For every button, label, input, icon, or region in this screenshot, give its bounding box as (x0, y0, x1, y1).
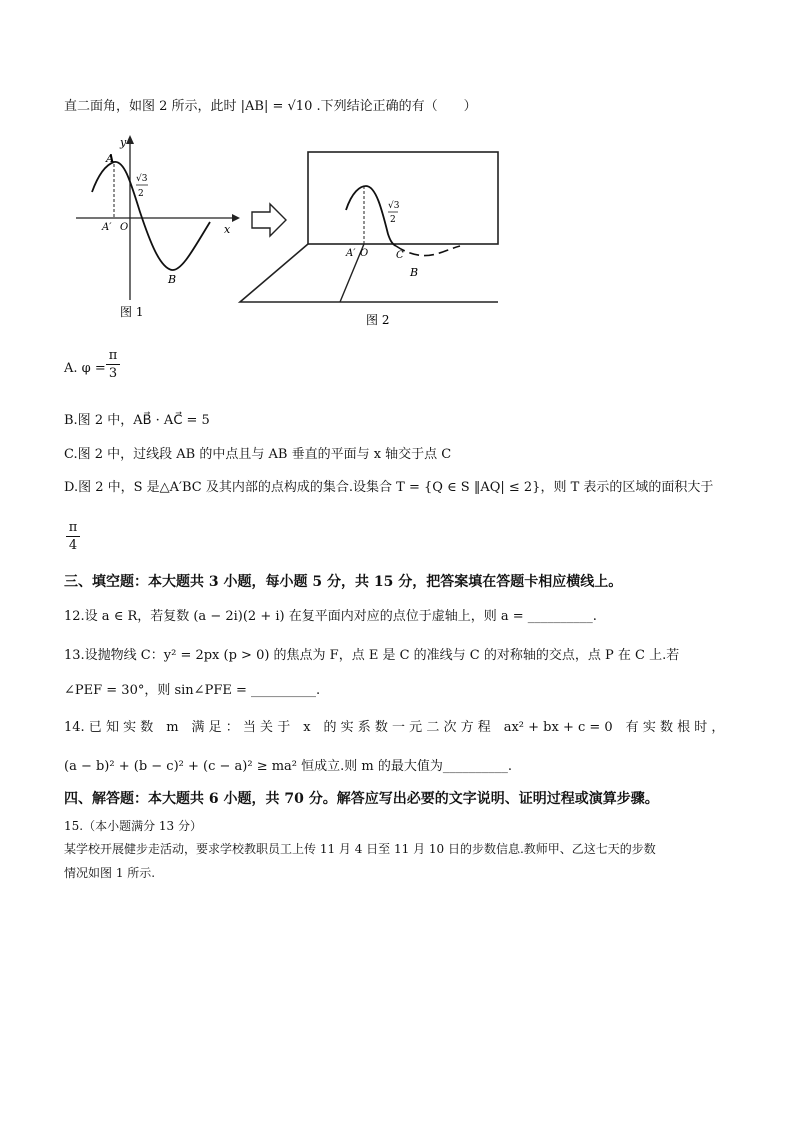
fig2-caption: 图 2 (366, 313, 390, 327)
fig1-caption: 图 1 (120, 305, 144, 319)
question-12: 12.设 a ∈ R，若复数 (a − 2i)(2 + i) 在复平面内对应的点位于虚轴上，则 a = __________. (64, 609, 597, 624)
option-b: B.图 2 中，AB⃗ · AC⃗ = 5 (64, 413, 210, 428)
option-d-fraction (66, 520, 80, 553)
question-15-line-1: 某学校开展健步走活动，要求学校教职员工上传 11 月 4 日至 11 月 10 日的步数信息.教师甲、乙这七天的步数 (64, 842, 656, 856)
fig1-label-sqrt3: √3 (136, 174, 148, 184)
question-15-header: 15.（本小题满分 13 分） (64, 819, 202, 833)
fig1-x-label: x (224, 223, 231, 236)
fig2-label-O: O (360, 248, 369, 259)
fig2-label-sqrt3: √3 (388, 201, 400, 211)
fig2-label-B: B (410, 266, 419, 279)
fig2-vertical-plane (308, 152, 498, 244)
transform-arrow-icon (252, 204, 286, 236)
option-a-denominator: 3 (108, 366, 118, 381)
fig1-y-arrow (126, 135, 134, 144)
text-line-1: 直二面角，如图 2 所示，此时 |AB| = √10 .下列结论正确的有（ ） (64, 99, 477, 114)
fig1-label-A: A (106, 152, 115, 165)
fig2-label-2: 2 (390, 215, 396, 225)
fig2-curve-lower (396, 246, 460, 256)
fig1-label-O: O (120, 222, 129, 233)
question-13-line-2: ∠PEF = 30°，则 sin∠PFE = __________. (64, 683, 321, 698)
fig2-label-C: C (396, 250, 404, 261)
question-15-line-2: 情况如图 1 所示. (64, 866, 156, 880)
section-4-heading: 四、解答题：本大题共 6 小题，共 70 分。解答应写出必要的文字说明、证明过程或演算步骤。 (64, 791, 659, 807)
fig1-label-Aprime: A′ (102, 222, 112, 233)
figure-graphs (64, 130, 524, 330)
fig2-label-Aprime: A′ (346, 248, 356, 259)
question-14-line-2: (a − b)² + (b − c)² + (c − a)² ≥ ma² 恒成立.则 m 的最大值为__________. (64, 759, 512, 774)
option-d-denominator: 4 (68, 538, 78, 553)
option-c: C.图 2 中，过线段 AB 的中点且与 AB 垂直的平面与 x 轴交于点 C (64, 447, 452, 462)
fig1-label-2: 2 (138, 189, 144, 199)
fig1-y-label: y (120, 136, 127, 149)
fig1-label-B: B (168, 273, 177, 286)
question-14-line-1: 14. 已 知 实 数 m 满 足 ： 当 关 于 x 的 实 系 数 一 元 二 次 方 程 ax² + bx + c = 0 有 实 数 根 时 ， (64, 720, 725, 735)
option-a-fraction (106, 348, 120, 381)
option-d: D.图 2 中，S 是△A′BC 及其内部的点构成的集合.设集合 T = {Q ∈ S ‖AQ| ≤ 2}，则 T 表示的区域的面积大于 (64, 480, 714, 495)
question-13-line-1: 13.设抛物线 C：y² = 2px (p > 0) 的焦点为 F，点 E 是 C 的准线与 C 的对称轴的交点，点 P 在 C 上.若 (64, 648, 680, 663)
fig2-curve-upper (346, 186, 396, 246)
fig1-x-arrow (232, 214, 240, 222)
fig2-horizontal-plane (240, 244, 498, 302)
option-a-numerator: π (108, 348, 118, 363)
fig1-curve (92, 162, 210, 270)
option-d-numerator: π (68, 520, 78, 535)
section-3-heading: 三、填空题：本大题共 3 小题，每小题 5 分，共 15 分，把答案填在答题卡相应横线上。 (64, 574, 623, 590)
option-a-prefix: A. φ = (64, 361, 106, 376)
